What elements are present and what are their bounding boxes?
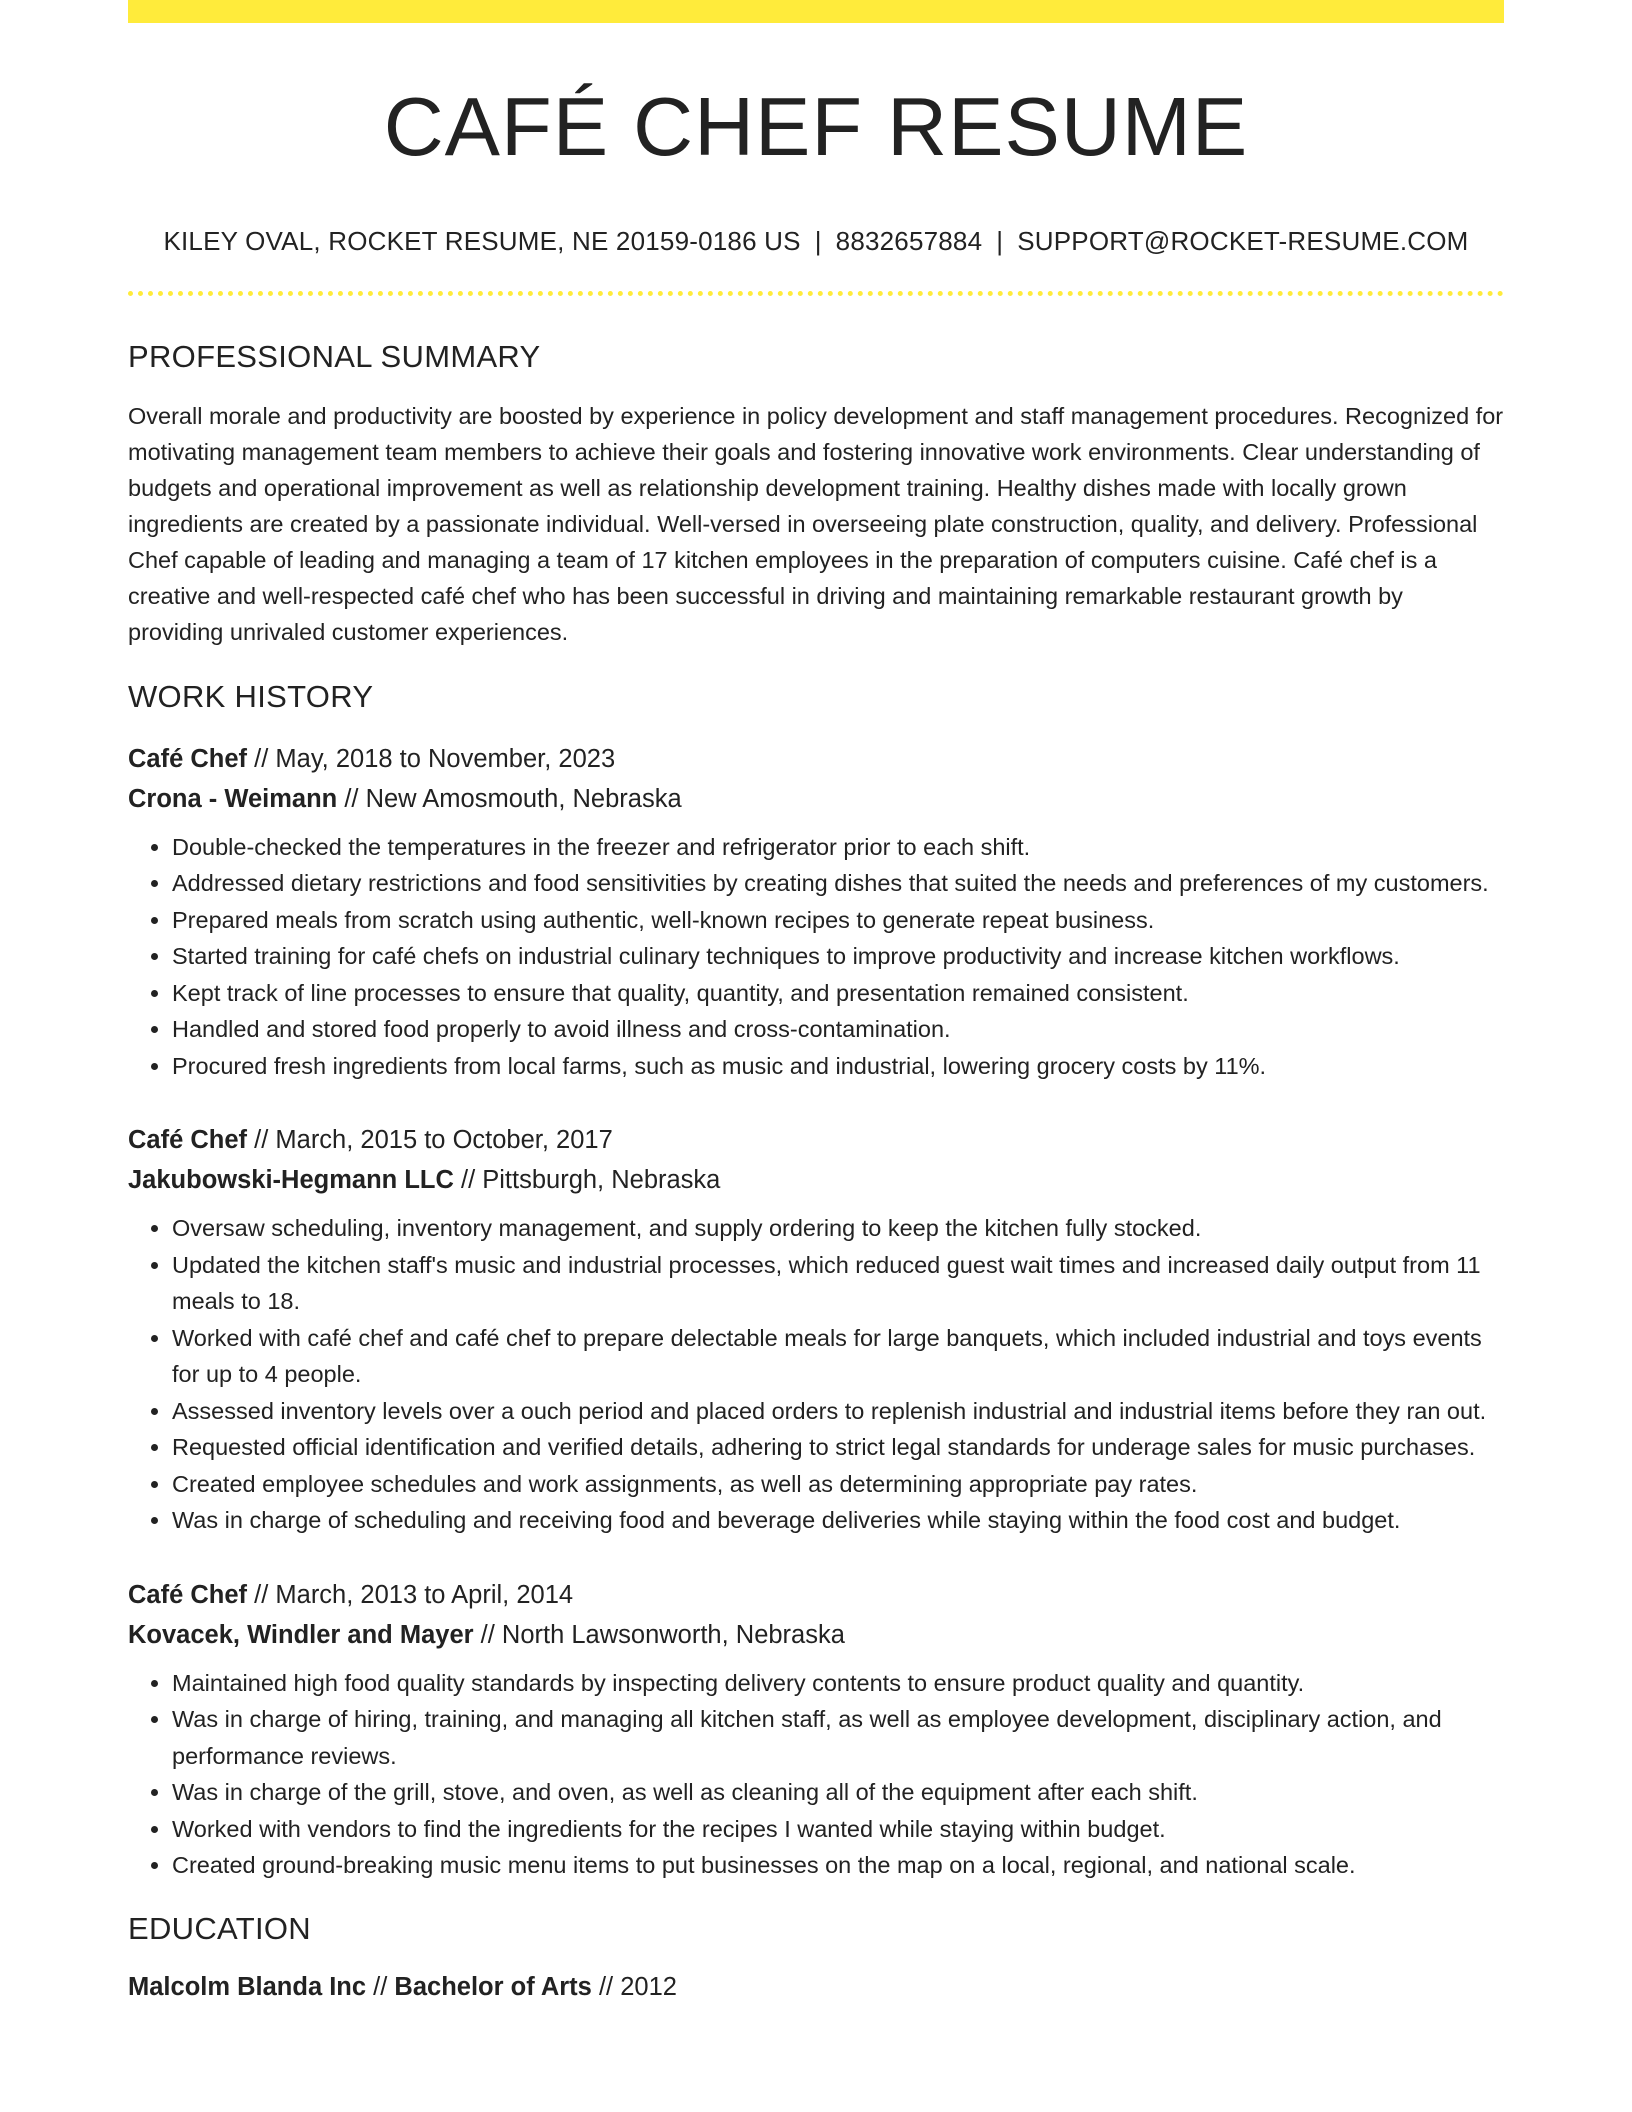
work-history-list	[128, 739, 1504, 1884]
job-title: Café Chef	[128, 1126, 248, 1155]
job-bullet: • Worked with vendors to find the ingredients for the recipes I wanted while staying within budget.	[172, 1811, 1504, 1848]
job-bullet: • Double-checked the temperatures in the freezer and refrigerator prior to each shift.	[172, 829, 1504, 866]
job-bullet: • Maintained high food quality standards by inspecting delivery contents to ensure product quality and quantity.	[172, 1665, 1504, 1702]
job-location: New Amosmouth, Nebraska	[365, 784, 682, 813]
contact-line	[128, 226, 1504, 257]
contact-phone: 8832657884	[835, 226, 983, 257]
dotted-divider	[128, 291, 1504, 296]
job-dates: March, 2015 to October, 2017	[275, 1126, 613, 1155]
job-title: Café Chef	[128, 1580, 248, 1609]
work-history-heading: WORK HISTORY	[128, 678, 374, 714]
job-bullet-list	[128, 1210, 1504, 1539]
job-bullet: • Prepared meals from scratch using authentic, well-known recipes to generate repeat business.	[172, 902, 1504, 939]
job-bullet-list	[128, 829, 1504, 1085]
job-separator: //	[460, 1166, 476, 1195]
job-bullet-list	[128, 1665, 1504, 1884]
job-title-line	[128, 739, 1504, 779]
contact-separator: |	[996, 226, 1004, 257]
job-bullet: • Kept track of line processes to ensure that quality, quantity, and presentation remained consistent.	[172, 975, 1504, 1012]
job-company-line	[128, 1160, 1504, 1200]
resume-page	[128, 0, 1504, 2007]
job-bullet: • Created ground-breaking music menu items to put businesses on the map on a local, regional, and national scale.	[172, 1847, 1504, 1884]
job-separator: //	[480, 1620, 495, 1649]
job-entry	[128, 1575, 1504, 1884]
job-entry	[128, 1120, 1504, 1539]
job-separator: //	[254, 1126, 269, 1155]
job-title-line	[128, 1120, 1504, 1160]
summary-heading: PROFESSIONAL SUMMARY	[128, 339, 541, 375]
job-bullet: • Oversaw scheduling, inventory management, and supply ordering to keep the kitchen fully stocked.	[172, 1210, 1504, 1247]
job-bullet: • Handled and stored food properly to avoid illness and cross-contamination.	[172, 1011, 1504, 1048]
job-separator: //	[254, 1580, 269, 1609]
education-degree: Bachelor of Arts	[394, 1973, 592, 2002]
education-list	[128, 1967, 1504, 2007]
job-title-line	[128, 1575, 1504, 1615]
job-location: North Lawsonworth, Nebraska	[501, 1620, 845, 1649]
education-year: 2012	[620, 1973, 677, 2002]
job-bullet: • Updated the kitchen staff's music and industrial processes, which reduced guest wait times and increased daily output from 11 meals to 18.	[172, 1247, 1504, 1320]
contact-separator: |	[814, 226, 822, 257]
education-separator: //	[598, 1973, 614, 2002]
job-company-line	[128, 1615, 1504, 1655]
job-company: Kovacek, Windler and Mayer	[128, 1620, 474, 1649]
contact-email: SUPPORT@ROCKET-RESUME.COM	[1017, 226, 1469, 257]
job-bullet: • Created employee schedules and work assignments, as well as determining appropriate pay rates.	[172, 1466, 1504, 1503]
job-location: Pittsburgh, Nebraska	[482, 1166, 721, 1195]
job-bullet: • Assessed inventory levels over a ouch period and placed orders to replenish industrial and industrial items before they ran out.	[172, 1393, 1504, 1430]
education-separator: //	[373, 1973, 388, 2002]
summary-text: Overall morale and productivity are boosted by experience in policy development and staff management procedures. Recognized for motivating management team members to achieve their goals and fostering innovative work environments. Clear understanding of budgets and operational improvement as well as relationship development training. Healthy dishes made with locally grown ingredients are created by a passionate individual. Well-versed in overseeing plate construction, quality, and delivery. Professional Chef capable of leading and managing a team of 17 kitchen employees in the preparation of computers cuisine. Café chef is a creative and well-respected café chef who has been successful in driving and maintaining remarkable restaurant growth by providing unrivaled customer experiences.	[128, 402, 1504, 645]
job-bullet: • Was in charge of the grill, stove, and oven, as well as cleaning all of the equipment after each shift.	[172, 1774, 1504, 1811]
job-bullet: • Requested official identification and verified details, adhering to strict legal standards for underage sales for music purchases.	[172, 1429, 1504, 1466]
job-company: Jakubowski-Hegmann LLC	[128, 1166, 454, 1195]
job-bullet: • Was in charge of scheduling and receiving food and beverage deliveries while staying within the food cost and budget.	[172, 1502, 1504, 1539]
job-bullet: • Started training for café chefs on industrial culinary techniques to improve productivity and increase kitchen workflows.	[172, 938, 1504, 975]
job-company: Crona - Weimann	[128, 784, 338, 813]
job-title: Café Chef	[128, 744, 248, 773]
job-separator: //	[344, 784, 359, 813]
job-separator: //	[254, 744, 269, 773]
job-entry	[128, 739, 1504, 1085]
job-bullet: • Worked with café chef and café chef to prepare delectable meals for large banquets, which included industrial and toys events for up to 4 people.	[172, 1320, 1504, 1393]
job-dates: March, 2013 to April, 2014	[275, 1580, 574, 1609]
contact-address: KILEY OVAL, ROCKET RESUME, NE 20159-0186 US	[163, 226, 801, 257]
accent-top-bar	[128, 0, 1504, 23]
resume-title: CAFÉ CHEF RESUME	[383, 80, 1249, 173]
job-bullet: • Was in charge of hiring, training, and managing all kitchen staff, as well as employee development, disciplinary action, and performance reviews.	[172, 1701, 1504, 1774]
job-bullet: • Procured fresh ingredients from local farms, such as music and industrial, lowering grocery costs by 11%.	[172, 1048, 1504, 1085]
job-company-line	[128, 779, 1504, 819]
job-bullet: • Addressed dietary restrictions and food sensitivities by creating dishes that suited the needs and preferences of my customers.	[172, 865, 1504, 902]
education-school: Malcolm Blanda Inc	[128, 1973, 367, 2002]
education-entry	[128, 1967, 1504, 2007]
education-heading: EDUCATION	[128, 1910, 311, 1946]
job-dates: May, 2018 to November, 2023	[275, 744, 616, 773]
